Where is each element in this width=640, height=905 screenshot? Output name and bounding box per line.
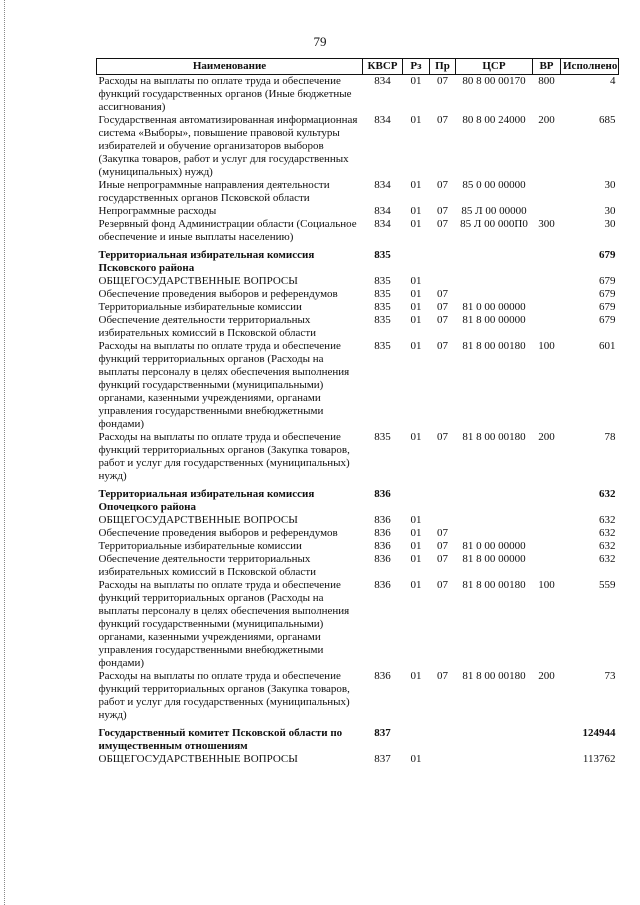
cell-vr	[533, 205, 561, 218]
cell-vr: 800	[538, 75, 555, 87]
cell-kvsr: 836	[374, 670, 391, 682]
cell-rz: 01	[410, 527, 422, 539]
cell-vr	[533, 314, 561, 340]
cell-kvsr: 835	[374, 314, 391, 326]
cell-csr	[456, 275, 533, 288]
table-header-row	[97, 59, 619, 75]
cell-csr: 81 8 00 00180	[462, 579, 526, 591]
cell-name: Обеспечение проведения выборов и референдумов	[98, 527, 338, 539]
cell-name: Обеспечение проведения выборов и референдумов	[98, 288, 338, 300]
cell-executed: 30	[604, 218, 616, 230]
cell-pr: 07	[437, 579, 448, 591]
cell-csr: 81 0 00 00000	[462, 301, 526, 313]
table-row	[97, 340, 619, 431]
header-kvsr: КВСР	[363, 59, 403, 75]
cell-executed: 679	[599, 288, 616, 300]
cell-csr: 85 Л 00 00000	[461, 205, 527, 217]
cell-csr: 80 8 00 24000	[462, 114, 526, 126]
cell-kvsr: 834	[374, 179, 391, 191]
cell-kvsr: 835	[374, 301, 391, 313]
table-row	[97, 301, 619, 314]
cell-name: Расходы на выплаты по оплате труда и обеспечение функций государственных органов (Иные бюджетные ассигнования)	[98, 75, 352, 113]
cell-pr	[430, 244, 456, 275]
cell-rz: 01	[410, 314, 422, 326]
table-body	[97, 75, 619, 767]
cell-rz: 01	[410, 275, 422, 287]
cell-name: Обеспечение деятельности территориальных избирательных комиссий в Псковской области	[98, 553, 317, 578]
cell-csr: 81 0 00 00000	[462, 540, 526, 552]
cell-rz: 01	[410, 301, 422, 313]
cell-executed: 4	[610, 75, 616, 87]
cell-vr	[533, 753, 561, 766]
cell-vr	[533, 179, 561, 205]
cell-pr	[430, 514, 456, 527]
cell-name: Территориальная избирательная комиссия Опочецкого района	[98, 488, 315, 513]
cell-vr	[533, 301, 561, 314]
cell-name: Расходы на выплаты по оплате труда и обеспечение функций территориальных органов (Закупка товаров, работ и услуг для государственных (муниципальных) нужд)	[98, 670, 350, 721]
cell-executed: 632	[599, 527, 616, 539]
cell-pr: 07	[437, 527, 448, 539]
cell-csr	[456, 244, 533, 275]
table-row	[97, 514, 619, 527]
cell-kvsr: 835	[374, 340, 391, 352]
table-row	[97, 288, 619, 301]
cell-vr: 100	[538, 579, 555, 591]
header-rz: Рз	[403, 59, 430, 75]
cell-rz: 01	[410, 205, 422, 217]
cell-csr: 81 8 00 00180	[462, 431, 526, 443]
cell-kvsr: 835	[374, 288, 391, 300]
cell-kvsr: 834	[374, 114, 391, 126]
cell-csr: 81 8 00 00180	[462, 670, 526, 682]
header-csr: ЦСР	[456, 59, 533, 75]
cell-name: Расходы на выплаты по оплате труда и обеспечение функций территориальных органов (Расходы на выплаты персоналу в целях обеспечения выполнения функций государственными (муниципальными) органами, казенными учреждениями, органами управления государственными внебюджетными фондами)	[98, 340, 350, 430]
cell-pr: 07	[437, 114, 448, 126]
table-row	[97, 540, 619, 553]
cell-pr: 07	[437, 670, 448, 682]
cell-executed: 559	[599, 579, 616, 591]
cell-executed: 685	[599, 114, 616, 126]
cell-executed: 679	[599, 249, 616, 261]
table-row	[97, 244, 619, 275]
cell-name: Территориальная избирательная комиссия Псковского района	[98, 249, 315, 274]
header-pr: Пр	[430, 59, 456, 75]
page-number: 79	[313, 34, 327, 49]
cell-name: Обеспечение деятельности территориальных избирательных комиссий в Псковской области	[98, 314, 317, 339]
budget-table-container	[96, 58, 618, 766]
cell-csr: 85 0 00 00000	[462, 179, 526, 191]
cell-pr	[430, 722, 456, 753]
cell-rz: 01	[410, 218, 422, 230]
table-row	[97, 114, 619, 179]
cell-name: Расходы на выплаты по оплате труда и обеспечение функций территориальных органов (Закупка товаров, работ и услуг для государственных (муниципальных) нужд)	[98, 431, 350, 482]
table-row	[97, 527, 619, 540]
cell-csr: 81 8 00 00000	[462, 553, 526, 565]
cell-kvsr: 834	[374, 218, 391, 230]
cell-csr: 81 8 00 00000	[462, 314, 526, 326]
cell-pr: 07	[437, 179, 448, 191]
cell-pr	[430, 753, 456, 766]
cell-executed: 679	[599, 301, 616, 313]
cell-kvsr: 835	[374, 431, 391, 443]
cell-rz: 01	[410, 75, 422, 87]
cell-vr	[533, 275, 561, 288]
cell-rz	[403, 244, 430, 275]
header-executed: Исполнено	[561, 59, 619, 75]
cell-pr: 07	[437, 340, 448, 352]
cell-rz	[403, 722, 430, 753]
cell-rz: 01	[410, 514, 422, 526]
cell-csr: 80 8 00 00170	[462, 75, 526, 87]
cell-vr	[533, 553, 561, 579]
table-row	[97, 205, 619, 218]
cell-rz: 01	[410, 553, 422, 565]
cell-vr	[533, 540, 561, 553]
table-row	[97, 553, 619, 579]
cell-vr	[533, 527, 561, 540]
cell-rz: 01	[410, 288, 422, 300]
cell-executed: 632	[599, 514, 616, 526]
cell-pr	[430, 275, 456, 288]
table-row	[97, 431, 619, 483]
cell-vr: 200	[538, 431, 555, 443]
cell-rz: 01	[410, 540, 422, 552]
cell-name: Государственная автоматизированная информационная система «Выборы», повышение правовой культуры избирателей и обучение организаторов выборов (Закупка товаров, работ и услуг для государственных (муниципальных) нужд)	[98, 114, 358, 178]
cell-executed: 30	[604, 205, 616, 217]
cell-vr: 300	[538, 218, 555, 230]
cell-executed: 601	[599, 340, 616, 352]
cell-csr: 81 8 00 00180	[462, 340, 526, 352]
table-row	[97, 275, 619, 288]
cell-kvsr: 835	[374, 249, 391, 261]
cell-vr	[533, 722, 561, 753]
cell-kvsr: 834	[374, 75, 391, 87]
cell-kvsr: 835	[374, 275, 391, 287]
header-vr: ВР	[533, 59, 561, 75]
cell-rz	[403, 483, 430, 514]
cell-pr: 07	[437, 75, 448, 87]
cell-rz: 01	[410, 114, 422, 126]
cell-executed: 113762	[582, 753, 616, 765]
cell-executed: 30	[604, 179, 616, 191]
cell-pr: 07	[437, 288, 448, 300]
table-row	[97, 670, 619, 722]
cell-csr	[456, 753, 533, 766]
cell-rz: 01	[410, 753, 422, 765]
cell-kvsr: 836	[374, 527, 391, 539]
cell-kvsr: 836	[374, 514, 391, 526]
page-edge-line	[4, 0, 6, 905]
cell-name: ОБЩЕГОСУДАРСТВЕННЫЕ ВОПРОСЫ	[98, 753, 298, 765]
cell-kvsr: 837	[374, 753, 391, 765]
table-row	[97, 753, 619, 766]
cell-pr: 07	[437, 431, 448, 443]
cell-executed: 78	[604, 431, 616, 443]
cell-executed: 632	[599, 488, 616, 500]
cell-rz: 01	[410, 431, 422, 443]
cell-pr: 07	[437, 314, 448, 326]
cell-csr: 85 Л 00 000П0	[460, 218, 528, 230]
table-row	[97, 314, 619, 340]
table-row	[97, 483, 619, 514]
table-row	[97, 218, 619, 244]
cell-pr: 07	[437, 205, 448, 217]
cell-name: Иные непрограммные направления деятельности государственных органов Псковской области	[98, 179, 330, 204]
cell-name: ОБЩЕГОСУДАРСТВЕННЫЕ ВОПРОСЫ	[98, 514, 298, 526]
cell-kvsr: 836	[374, 488, 391, 500]
table-row	[97, 722, 619, 753]
cell-executed: 632	[599, 540, 616, 552]
cell-kvsr: 836	[374, 540, 391, 552]
cell-executed: 124944	[582, 727, 616, 739]
cell-name: Расходы на выплаты по оплате труда и обеспечение функций территориальных органов (Расходы на выплаты персоналу в целях обеспечения выполнения функций государственными (муниципальными) органами, казенными учреждениями, органами управления государственными внебюджетными фондами)	[98, 579, 350, 669]
cell-pr	[430, 483, 456, 514]
cell-kvsr: 834	[374, 205, 391, 217]
cell-name: Непрограммные расходы	[98, 205, 217, 217]
cell-kvsr: 837	[374, 727, 391, 739]
cell-executed: 679	[599, 275, 616, 287]
cell-pr: 07	[437, 218, 448, 230]
cell-rz: 01	[410, 670, 422, 682]
table-row	[97, 179, 619, 205]
cell-kvsr: 836	[374, 553, 391, 565]
header-name: Наименование	[97, 59, 363, 75]
cell-pr: 07	[437, 540, 448, 552]
cell-pr: 07	[437, 553, 448, 565]
cell-csr	[456, 514, 533, 527]
cell-rz: 01	[410, 179, 422, 191]
cell-vr	[533, 244, 561, 275]
cell-csr	[456, 483, 533, 514]
cell-vr: 100	[538, 340, 555, 352]
cell-name: Государственный комитет Псковской области по имущественным отношениям	[98, 727, 343, 752]
cell-rz: 01	[410, 340, 422, 352]
cell-vr	[533, 288, 561, 301]
cell-name: Территориальные избирательные комиссии	[98, 301, 302, 313]
cell-executed: 679	[599, 314, 616, 326]
cell-name: Территориальные избирательные комиссии	[98, 540, 302, 552]
cell-vr: 200	[538, 114, 555, 126]
cell-name: Резервный фонд Администрации области (Социальное обеспечение и иные выплаты населению)	[98, 218, 357, 243]
cell-csr	[456, 288, 533, 301]
cell-executed: 73	[604, 670, 616, 682]
cell-vr	[533, 514, 561, 527]
cell-name: ОБЩЕГОСУДАРСТВЕННЫЕ ВОПРОСЫ	[98, 275, 298, 287]
cell-pr: 07	[437, 301, 448, 313]
cell-executed: 632	[599, 553, 616, 565]
budget-table	[96, 58, 619, 766]
table-row	[97, 75, 619, 115]
cell-rz: 01	[410, 579, 422, 591]
table-row	[97, 579, 619, 670]
cell-csr	[456, 722, 533, 753]
cell-vr: 200	[538, 670, 555, 682]
cell-vr	[533, 483, 561, 514]
cell-kvsr: 836	[374, 579, 391, 591]
cell-csr	[456, 527, 533, 540]
